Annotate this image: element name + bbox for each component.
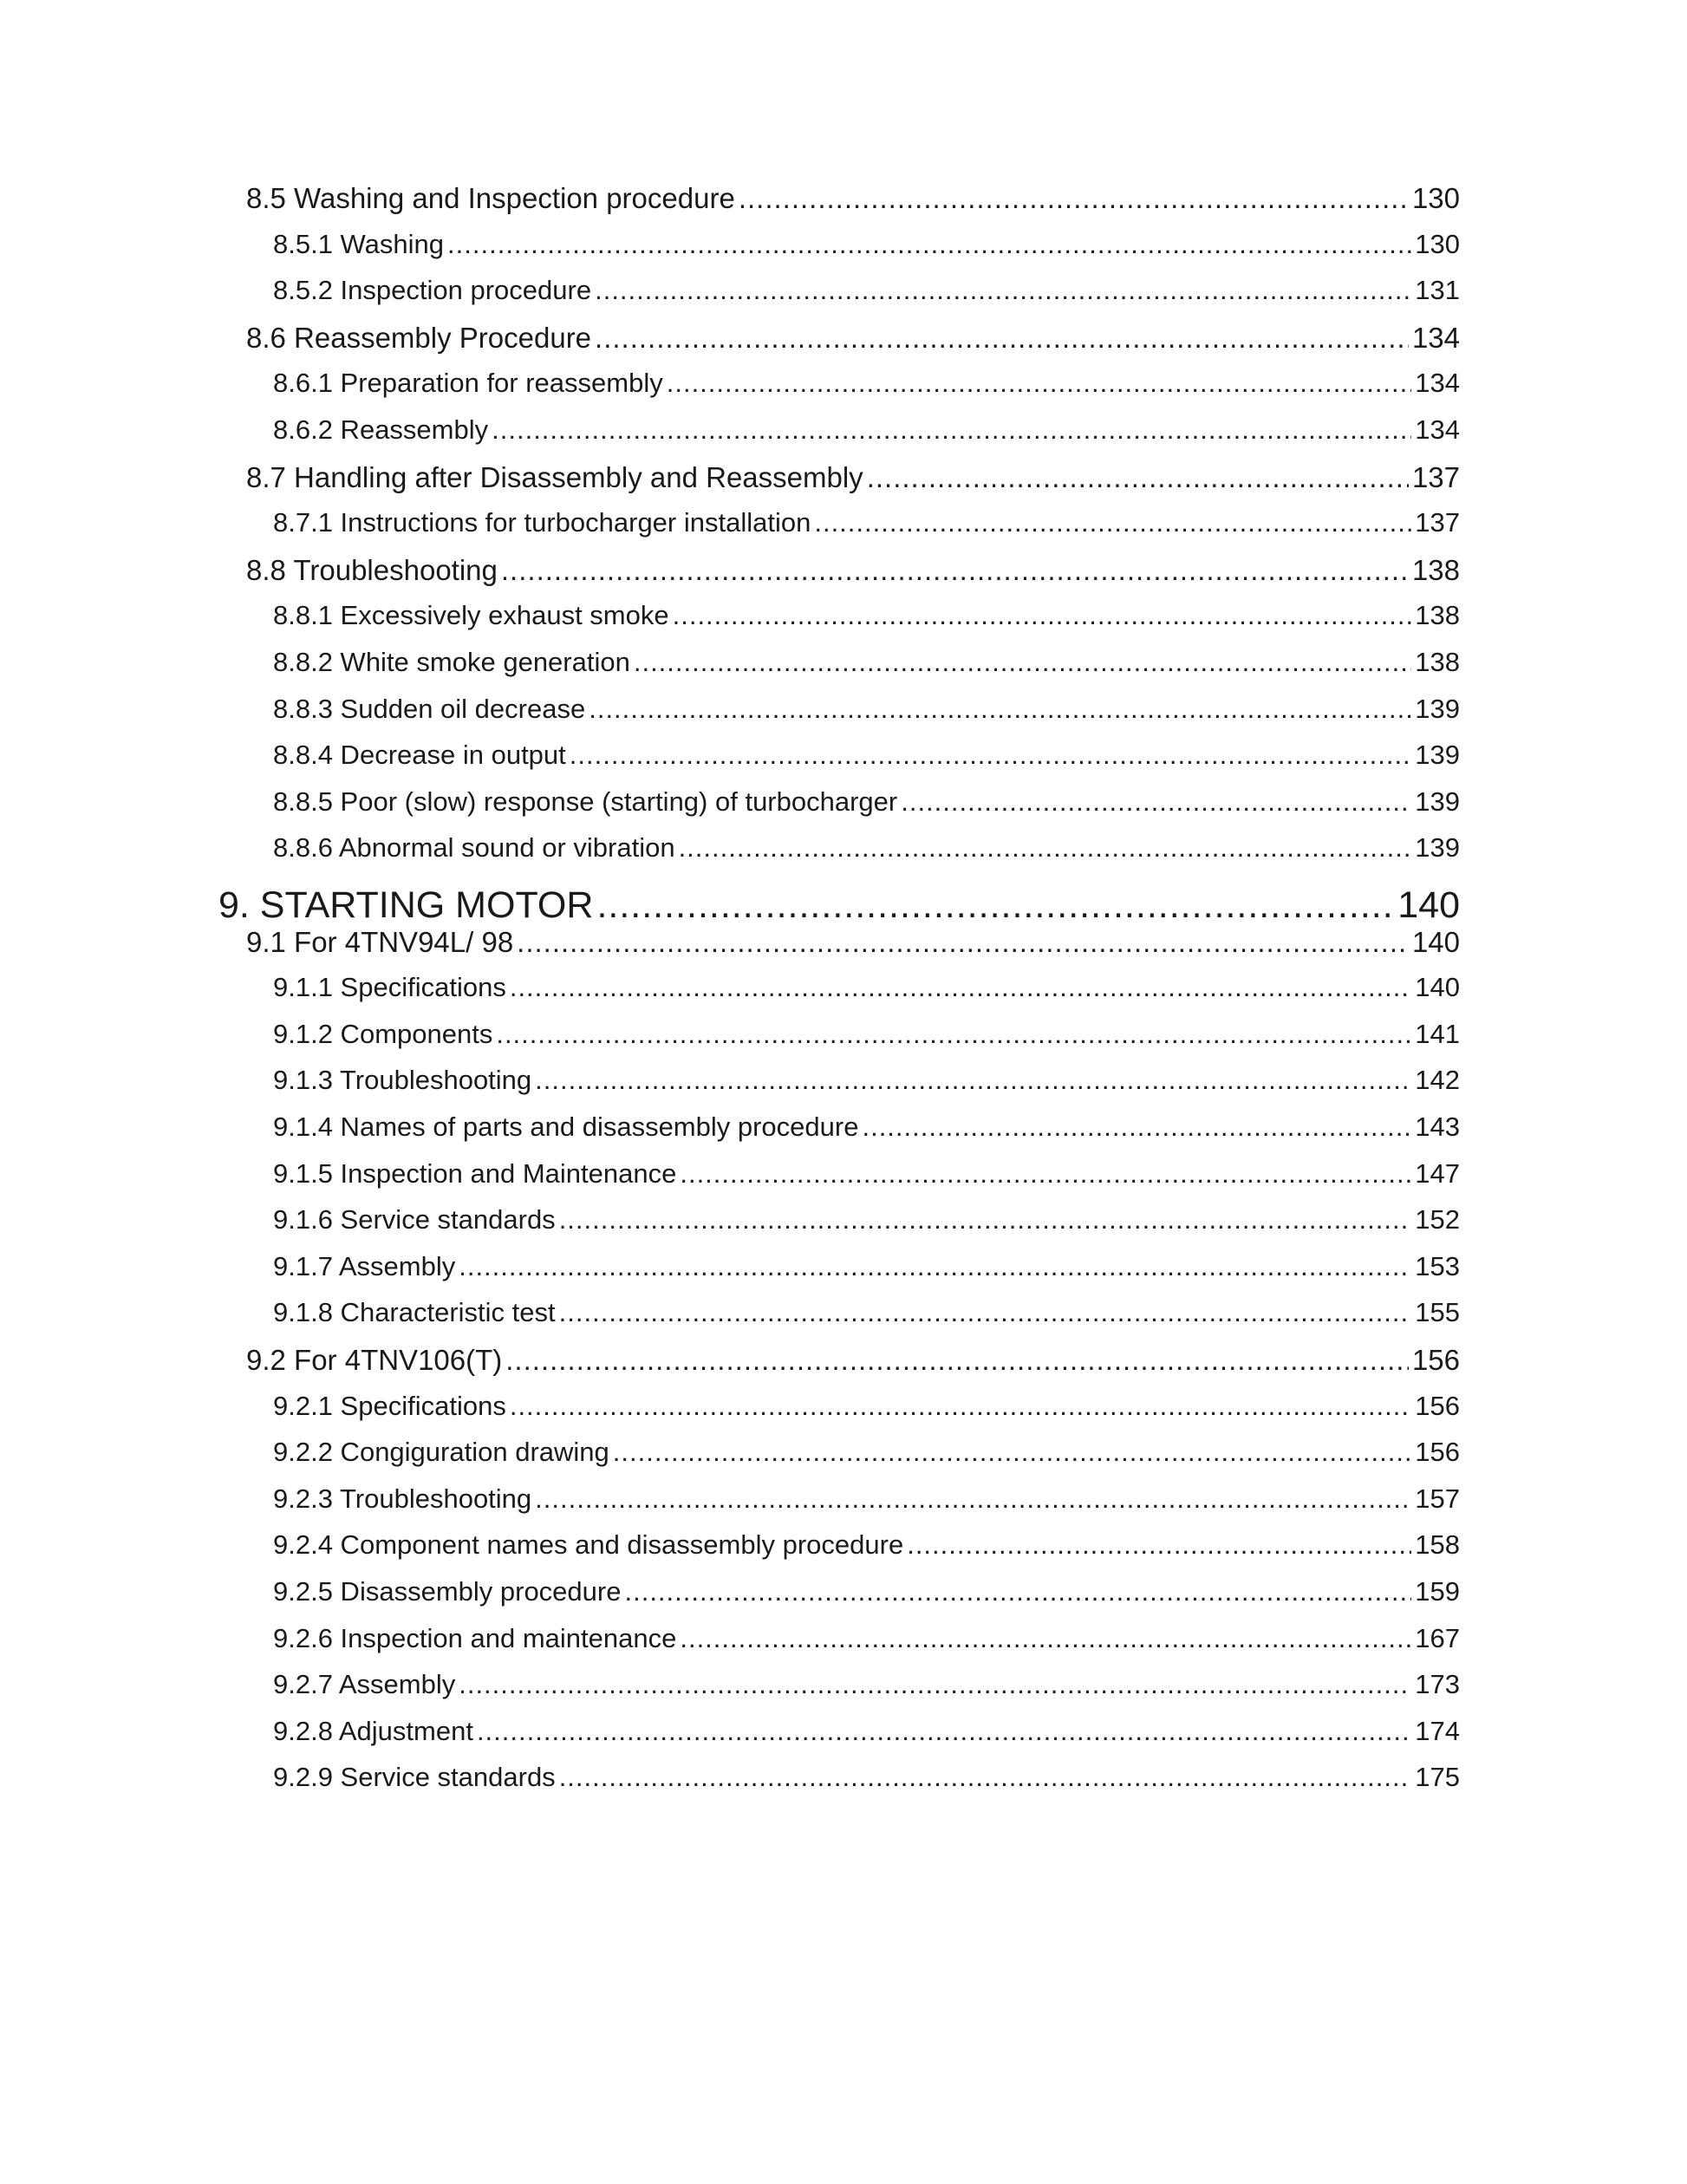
toc-section-entry[interactable] [246,926,1460,959]
toc-subsection-entry[interactable] [273,694,1460,725]
toc-subsection-entry[interactable] [273,1204,1460,1235]
toc-subsection-entry[interactable] [273,740,1460,771]
toc-entry-title: 9.1.6 Service standards [273,1204,556,1235]
toc-subsection-entry[interactable] [273,600,1460,631]
toc-leader-dots [496,1019,1411,1050]
toc-subsection-entry[interactable] [273,414,1460,446]
toc-leader-dots [679,832,1412,864]
toc-leader-dots [570,740,1411,771]
toc-entry-title: 8.8.6 Abnormal sound or vibration [273,832,675,863]
toc-entry-title: 9.2.7 Assembly [273,1669,456,1699]
toc-entry-page: 141 [1415,1019,1460,1049]
toc-subsection-entry[interactable] [273,1158,1460,1190]
toc-leader-dots [596,884,1394,927]
toc-entry-page: 167 [1415,1623,1460,1653]
toc-entry-page: 143 [1415,1112,1460,1142]
toc-leader-dots [589,694,1411,725]
toc-entry-title: 9.2.1 Specifications [273,1391,506,1421]
toc-leader-dots [477,1716,1411,1747]
toc-leader-dots [595,275,1411,306]
toc-subsection-entry[interactable] [273,1576,1460,1607]
toc-entry-title: 8.5.1 Washing [273,229,445,259]
toc-entry-title: 9.2.5 Disassembly procedure [273,1576,622,1607]
toc-leader-dots [739,182,1409,215]
toc-entry-page: 147 [1415,1158,1460,1189]
toc-subsection-entry[interactable] [273,1529,1460,1561]
toc-entry-page: 156 [1411,1344,1460,1376]
toc-entry-title: 8.8.3 Sudden oil decrease [273,694,586,724]
toc-section-entry[interactable] [246,461,1460,494]
toc-entry-page: 130 [1415,229,1460,259]
toc-entry-title: 8.8.1 Excessively exhaust smoke [273,600,669,630]
toc-entry-page: 130 [1411,182,1460,214]
toc-entry-page: 175 [1415,1762,1460,1792]
toc-entry-page: 140 [1415,972,1460,1002]
toc-entry-title: 8.6 Reassembly Procedure [246,322,592,354]
toc-subsection-entry[interactable] [273,1391,1460,1422]
toc-entry-page: 140 [1411,926,1460,958]
toc-subsection-entry[interactable] [273,1112,1460,1143]
toc-entry-title: 8.7.1 Instructions for turbocharger installation [273,507,811,538]
toc-entry-page: 138 [1411,554,1460,586]
toc-entry-page: 131 [1415,275,1460,305]
toc-entry-page: 157 [1415,1483,1460,1514]
toc-subsection-entry[interactable] [273,1019,1460,1050]
toc-entry-title: 9.2.3 Troubleshooting [273,1483,532,1514]
toc-leader-dots [535,1065,1411,1096]
toc-subsection-entry[interactable] [273,1483,1460,1515]
toc-subsection-entry[interactable] [273,1762,1460,1793]
toc-leader-dots [559,1204,1412,1235]
toc-entry-page: 158 [1415,1529,1460,1560]
toc-entry-page: 156 [1415,1437,1460,1467]
toc-entry-title: 9.2.4 Component names and disassembly procedure [273,1529,904,1560]
toc-subsection-entry[interactable] [273,1297,1460,1328]
toc-entry-title: 9.1.8 Characteristic test [273,1297,556,1327]
toc-entry-title: 9.2.9 Service standards [273,1762,556,1792]
toc-subsection-entry[interactable] [273,275,1460,306]
toc-leader-dots [501,554,1409,587]
toc-subsection-entry[interactable] [273,1251,1460,1282]
toc-leader-dots [667,368,1412,399]
toc-leader-dots [624,1576,1411,1607]
toc-entry-title: 8.8.4 Decrease in output [273,740,566,770]
toc-entry-title: 8.8.2 White smoke generation [273,647,630,677]
toc-leader-dots [907,1529,1411,1561]
toc-entry-page: 138 [1415,600,1460,630]
toc-entry-page: 134 [1411,322,1460,354]
toc-entry-title: 8.8 Troubleshooting [246,554,498,586]
toc-entry-page: 140 [1397,884,1460,926]
toc-leader-dots [510,1391,1411,1422]
toc-entry-page: 156 [1415,1391,1460,1421]
toc-entry-title: 8.5 Washing and Inspection procedure [246,182,735,214]
toc-section-entry[interactable] [246,554,1460,587]
toc-entry-title: 9.1.2 Components [273,1019,493,1049]
toc-subsection-entry[interactable] [273,1437,1460,1468]
toc-entry-title: 9.2.2 Congiguration drawing [273,1437,609,1467]
toc-entry-title: 9.1.1 Specifications [273,972,506,1002]
toc-entry-title: 9.1 For 4TNV94L/ 98 [246,926,514,958]
toc-entry-title: 8.5.2 Inspection procedure [273,275,592,305]
toc-section-entry[interactable] [246,322,1460,355]
toc-entry-page: 142 [1415,1065,1460,1095]
toc-entry-page: 134 [1415,368,1460,398]
toc-subsection-entry[interactable] [273,786,1460,818]
toc-entry-page: 139 [1415,740,1460,770]
toc-leader-dots [559,1762,1412,1793]
toc-subsection-entry[interactable] [273,368,1460,399]
toc-entry-page: 153 [1415,1251,1460,1281]
toc-leader-dots [447,229,1411,260]
toc-entry-page: 159 [1415,1576,1460,1607]
toc-entry-page: 174 [1415,1716,1460,1746]
toc-entry-title: 9.1.4 Names of parts and disassembly procedure [273,1112,859,1142]
toc-subsection-entry[interactable] [273,832,1460,864]
toc-leader-dots [613,1437,1412,1468]
toc-leader-dots [673,600,1412,631]
toc-leader-dots [862,1112,1411,1143]
toc-leader-dots [680,1158,1411,1190]
toc-entry-title: 9.2 For 4TNV106(T) [246,1344,503,1376]
toc-leader-dots [595,322,1409,355]
toc-leader-dots [459,1669,1411,1700]
toc-subsection-entry[interactable] [273,1065,1460,1096]
toc-subsection-entry[interactable] [273,1623,1460,1654]
toc-subsection-entry[interactable] [273,1669,1460,1700]
toc-entry-page: 139 [1415,832,1460,863]
toc-entry-title: 9.1.3 Troubleshooting [273,1065,532,1095]
toc-subsection-entry[interactable] [273,1716,1460,1747]
toc-entry-page: 138 [1415,647,1460,677]
toc-subsection-entry[interactable] [273,229,1460,260]
toc-entry-page: 134 [1415,414,1460,445]
toc-leader-dots [867,461,1409,494]
toc-leader-dots [505,1344,1409,1377]
toc-entry-title: 9. STARTING MOTOR [218,884,594,926]
toc-entry-page: 139 [1415,694,1460,724]
toc-entry-title: 8.7 Handling after Disassembly and Reassembly [246,461,863,493]
toc-leader-dots [680,1623,1411,1654]
toc-entry-title: 9.1.5 Inspection and Maintenance [273,1158,677,1189]
toc-leader-dots [535,1483,1411,1515]
toc-section-entry[interactable] [246,182,1460,215]
toc-entry-title: 9.1.7 Assembly [273,1251,456,1281]
toc-leader-dots [634,647,1411,678]
toc-entry-title: 9.2.6 Inspection and maintenance [273,1623,677,1653]
toc-entry-title: 8.8.5 Poor (slow) response (starting) of turbocharger [273,786,898,817]
toc-leader-dots [510,972,1411,1003]
toc-leader-dots [814,507,1411,538]
toc-entry-page: 173 [1415,1669,1460,1699]
toc-entry-page: 155 [1415,1297,1460,1327]
toc-subsection-entry[interactable] [273,507,1460,538]
toc-leader-dots [901,786,1411,818]
toc-leader-dots [517,926,1409,959]
toc-entry-page: 137 [1411,461,1460,493]
toc-leader-dots [559,1297,1412,1328]
toc-subsection-entry[interactable] [273,972,1460,1003]
toc-entry-page: 137 [1415,507,1460,538]
toc-entry-page: 152 [1415,1204,1460,1235]
toc-leader-dots [459,1251,1411,1282]
toc-subsection-entry[interactable] [273,647,1460,678]
toc-leader-dots [492,414,1411,446]
toc-section-entry[interactable] [246,1344,1460,1377]
toc-entry-title: 8.6.1 Preparation for reassembly [273,368,663,398]
toc-entry-title: 8.6.2 Reassembly [273,414,489,445]
toc-chapter-entry[interactable] [218,884,1460,927]
toc-entry-title: 9.2.8 Adjustment [273,1716,473,1746]
toc-entry-page: 139 [1415,786,1460,817]
